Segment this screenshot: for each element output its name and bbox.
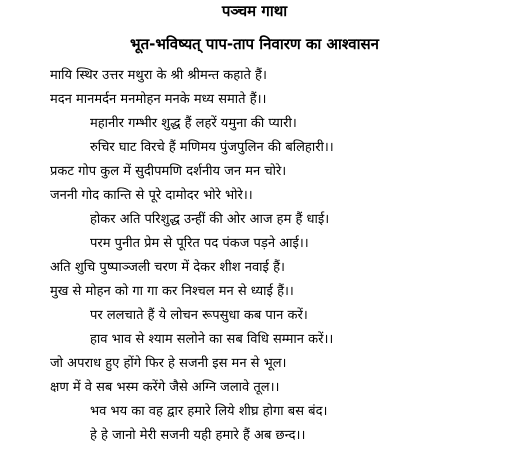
gatha-subtitle: भूत-भविष्यत् पाप-ताप निवारण का आश्वासन xyxy=(130,35,379,53)
verse-line: जननी गोद कान्ति से पूरे दामोदर भोरे भोरे।। xyxy=(50,188,253,203)
verse-line: होकर अति परिशुद्ध उन्हीं की ओर आज हम हैं धाई। xyxy=(90,212,330,227)
verse-line: पर ललचाते हैं ये लोचन रूपसुधा कब पान करें। xyxy=(90,308,308,323)
verse-line: भव भय का वह द्वार हमारे लिये शीघ्र होगा बस बंद। xyxy=(90,404,328,419)
verse-line: जो अपराध हुए होंगे फिर हे सजनी इस मन से भूल। xyxy=(50,356,287,371)
gatha-title: पञ्चम गाथा xyxy=(221,2,288,20)
verse-line: रुचिर घाट विरचे हैं मणिमय पुंजपुलिन की बलिहारी।। xyxy=(90,140,334,155)
verse-line: अति शुचि पुष्पाञ्जली चरण में देकर शीश नवाई हैं। xyxy=(50,260,285,275)
verse-block xyxy=(0,64,509,448)
verse-line: हाव भाव से श्याम सलोने का सब विधि सम्मान करें।। xyxy=(90,332,334,347)
verse-line: मदन मानमर्दन मनमोहन मनके मध्य समाते हैं।। xyxy=(50,92,267,107)
verse-line: हे हे जानो मेरी सजनी यही हमारे हैं अब छन्द।। xyxy=(90,428,306,443)
verse-line: मुख से मोहन को गा गा कर निश्चल मन से ध्याई हैं।। xyxy=(50,284,294,299)
verse-line: मायि स्थिर उत्तर मथुरा के श्री श्रीमन्त कहाते हैं। xyxy=(50,68,267,83)
verse-line: महानीर गम्भीर शुद्ध हैं लहरें यमुना की प्यारी। xyxy=(90,116,297,131)
verse-line: प्रकट गोप कुल में सुदीपमणि दर्शनीय जन मन चोरे। xyxy=(50,164,287,179)
verse-line: क्षण में वे सब भस्म करेंगे जैसे अग्नि जलावे तूल।। xyxy=(50,380,280,395)
verse-line: परम पुनीत प्रेम से पूरित पद पंकज पड़ने आई।। xyxy=(90,236,309,251)
